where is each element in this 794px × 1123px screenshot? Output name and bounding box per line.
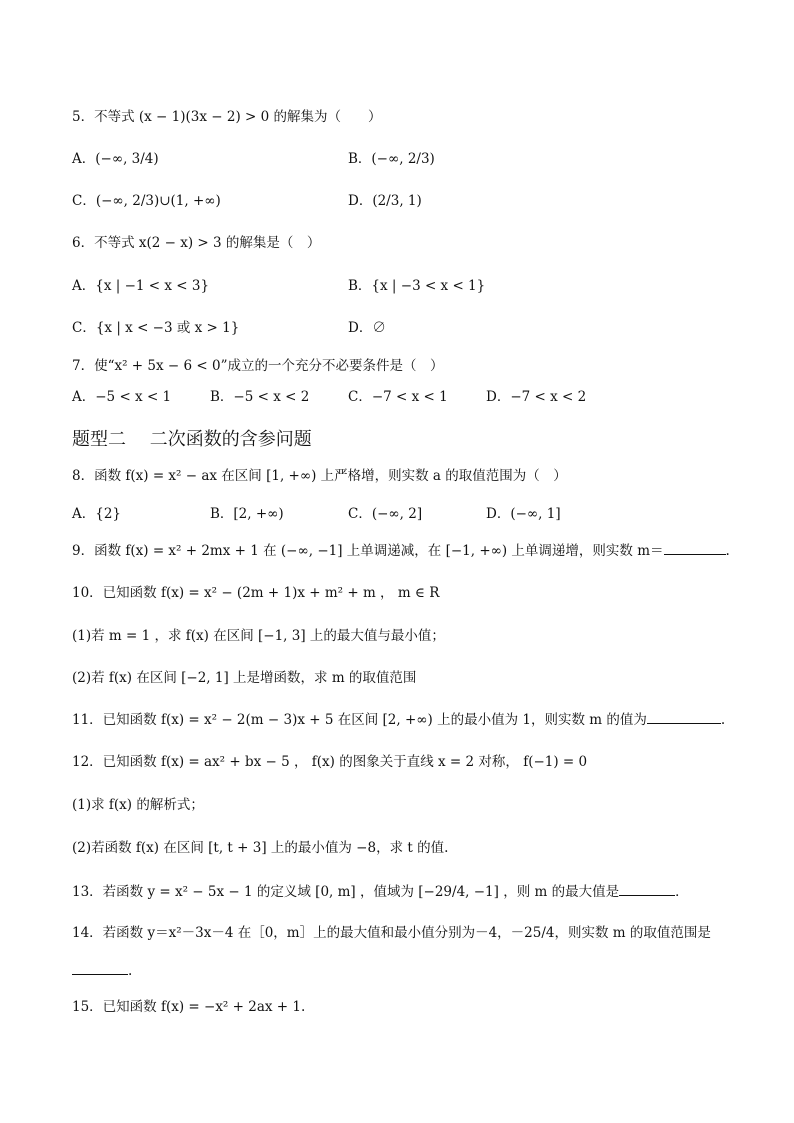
answer-blank: [664, 542, 726, 555]
question-10-stem: 10．已知函数 f(x) = x² − (2m + 1)x + m² + m ， m ∈ R: [72, 585, 440, 601]
question-5-stem: 5．不等式 (x − 1)(3x − 2) > 0 的解集为（ ）: [72, 109, 382, 125]
question-11-stem: 11．已知函数 f(x) = x² − 2(m − 3)x + 5 在区间 [2, +∞) 上的最小值为 1，则实数 m 的值为: [72, 712, 647, 728]
question-7-option-c: C．−7 < x < 1: [348, 389, 448, 405]
section-title: 题型二 二次函数的含参问题: [72, 429, 312, 450]
question-8-option-c: C．(−∞, 2]: [348, 506, 423, 522]
question-10-part-1: (1)若 m = 1 ，求 f(x) 在区间 [−1, 3] 上的最大值与最小值；: [72, 628, 445, 644]
question-15-stem: 15．已知函数 f(x) = −x² + 2ax + 1.: [72, 999, 306, 1015]
question-8-option-a: A．{2}: [72, 506, 122, 522]
question-6-option-d: D．∅: [348, 320, 386, 336]
question-8-option-d: D．(−∞, 1]: [486, 506, 561, 522]
question-14-answer: [72, 962, 132, 980]
question-5-option-b: B．(−∞, 2/3): [348, 151, 435, 167]
question-12-stem: 12．已知函数 f(x) = ax² + bx − 5 ， f(x) 的图象关于直线 x = 2 对称， f(−1) = 0: [72, 754, 588, 770]
question-13-end: ．: [675, 884, 689, 900]
question-13: [72, 883, 689, 901]
question-10-part-2: (2)若 f(x) 在区间 [−2, 1] 上是增函数，求 m 的取值范围: [72, 670, 417, 686]
question-7-option-b: B．−5 < x < 2: [210, 389, 310, 405]
answer-blank: [72, 962, 128, 975]
question-5-option-d: D．(2/3, 1): [348, 193, 422, 209]
question-12-part-2: (2)若函数 f(x) 在区间 [t, t + 3] 上的最小值为 −8，求 t 的值.: [72, 840, 449, 856]
question-5-option-c: C．(−∞, 2/3)∪(1, +∞): [72, 193, 221, 209]
question-9: [72, 542, 730, 560]
question-6-option-b: B．{x | −3 < x < 1}: [348, 278, 486, 294]
answer-blank: [619, 883, 675, 896]
question-5-option-a: A．(−∞, 3/4): [72, 151, 159, 167]
question-7-stem: 7．使“x² + 5x − 6 < 0”成立的一个充分不必要条件是（ ）: [72, 358, 444, 374]
question-7-option-d: D．−7 < x < 2: [486, 389, 587, 405]
question-6-stem: 6．不等式 x(2 − x) > 3 的解集是（ ）: [72, 235, 321, 251]
question-7-option-a: A．−5 < x < 1: [72, 389, 172, 405]
question-9-stem: 9．函数 f(x) = x² + 2mx + 1 在 (−∞, −1] 上单调递减，在 [−1, +∞) 上单调递增，则实数 m＝: [72, 543, 664, 559]
question-14-end: .: [128, 963, 133, 979]
question-6-option-c: C．{x | x < −3 或 x > 1}: [72, 320, 240, 336]
question-11: [72, 711, 725, 729]
question-13-stem: 13．若函数 y = x² − 5x − 1 的定义域 [0, m] ，值域为 [−29/4, −1] ，则 m 的最大值是: [72, 884, 620, 900]
question-9-end: .: [725, 543, 730, 559]
question-12-part-1: (1)求 f(x) 的解析式；: [72, 797, 204, 813]
question-8-stem: 8．函数 f(x) = x² − ax 在区间 [1, +∞) 上严格增，则实数 a 的取值范围为（ ）: [72, 468, 567, 484]
question-8-option-b: B．[2, +∞): [210, 506, 284, 522]
answer-blank: [647, 711, 721, 724]
question-11-end: .: [720, 712, 726, 728]
question-14-stem: 14．若函数 y＝x²－3x－4 在［0，m］上的最大值和最小值分别为－4，－25/4，则实数 m 的取值范围是: [72, 925, 711, 941]
question-6-option-a: A．{x | −1 < x < 3}: [72, 278, 210, 294]
